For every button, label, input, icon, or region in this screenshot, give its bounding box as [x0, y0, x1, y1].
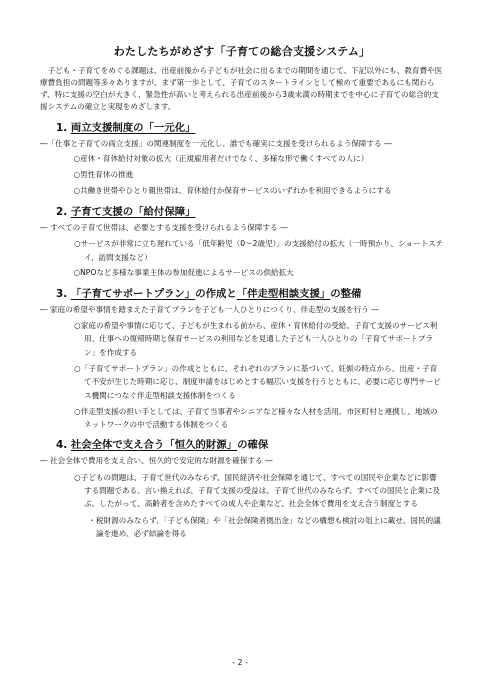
section-heading — [56, 205, 444, 219]
section-subtitle: ―「仕事と子育ての両立支援」の関連制度を一元化し、誰でも確実に支援を受けられるよう保障する ― — [40, 138, 392, 148]
section-heading — [56, 287, 444, 301]
section-subtitle: ― 家庭の希望や事情を踏まえた子育てプランを子ども一人ひとりにつくり、伴走型の支援を行う ― — [40, 304, 379, 314]
intro-paragraph: 子ども・子育てをめぐる課題は、出産前後から子どもが社会に出るまでの期間を通じて、下記以外にも、教育費や医療費負担の問題等多々ありますが、まず第一歩として、子育てのスタートラインとして極めて重要であるにも関わらず、特に支援の空白が大きく、緊急性が高いと考えられる出産前後から3歳未満の時期までを中心に子育ての総合的支援システムの確立と実現をめざします。 — [40, 65, 443, 112]
section-heading-text: の整備 — [330, 287, 362, 300]
section-2 — [40, 205, 444, 280]
page-number: - 2 - — [232, 658, 248, 667]
list-item: ○男性育休の推進 — [73, 170, 134, 180]
section-heading-text: の作成と — [195, 287, 237, 300]
section-subtitle: ― すべての子育て世帯は、必要とする支援を受けられるよう保障する ― — [40, 222, 288, 232]
section-1 — [40, 121, 444, 198]
section-4 — [40, 438, 444, 540]
section-heading-underlined: 社会全体で支え合う「恒久的財源」 — [70, 439, 238, 452]
list-item: ○NPOなど多様な事業主体の参加促進によるサービスの供給拡大 — [73, 267, 294, 277]
section-number: 3. — [56, 287, 68, 300]
list-item: ○共働き世帯やひとり親世帯は、育休給付か保育サービスのいずれかを利用できるようにする — [73, 185, 392, 195]
page-title: わたしたちがめざす「子育ての総合支援システム」 — [113, 45, 371, 58]
section-heading-underlined: 子育て支援の「給付保障」 — [70, 205, 196, 218]
section-3 — [40, 287, 444, 432]
list-item: ○家庭の希望や事情に応じて、子どもが生まれる前から、産休・育休給付の受給、子育て支援のサービス利用、仕事への復帰時期と保育サービスの利用などを見通した子ども一人ひとりの「子育てサポートプラン」を作成する — [74, 321, 438, 357]
section-heading-text: の確保 — [237, 439, 269, 452]
list-item: ○子どもの問題は、子育て世代のみならず、国民経済や社会保障を通じて、すべての国民や企業などに影響する問題である。言い換えれば、子育て支援の受益は、子育て世代のみならず、すべての国民と企業に及ぶ。したがって、高齢者を含めたすべての成人や企業など、社会全体で費用を支え合う制度とする — [74, 472, 441, 509]
section-heading-underlined: 「伴走型相談支援」 — [236, 287, 331, 300]
section-number: 4. — [56, 439, 68, 452]
section-heading — [56, 121, 444, 135]
sub-bullet: ・税財源のみならず、「子ども保険」や「社会保険者拠出金」などの構想も検討の俎上に載せ、国民的議論を進め、必ず結論を得る — [88, 515, 441, 538]
section-heading — [56, 438, 444, 452]
section-number: 2. — [56, 205, 68, 218]
section-heading-underlined: 「子育てサポートプラン」 — [70, 287, 196, 300]
section-number: 1. — [56, 121, 68, 134]
list-item: ○サービスが非常に立ち遅れている「低年齢児（0～2歳児）」の支援給付の拡大（一時預かり、ショートステイ、訪問支援など） — [74, 239, 444, 262]
list-item: ○「子育てサポートプラン」の作成とともに、それぞれのプランに基づいて、妊娠の時点から、出産・子育て不安が生じた時期に応じ、制度申請をはじめとする幅広い支援を行うとともに、必要に応じ専門サービス機関につなぐ伴走型相談支援体制をつくる — [74, 364, 441, 400]
section-subtitle: ― 社会全体で費用を支え合い、恒久的で安定的な財源を確保する ― — [40, 456, 273, 466]
list-item: ○産休・育休給付対象の拡大（正規雇用者だけでなく、多様な形で働くすべての人に） — [73, 154, 369, 164]
section-heading-underlined: 両立支援制度の「一元化」 — [70, 121, 196, 134]
list-item: ○伴走型支援の担い手としては、子育て当事者やシニアなど様々な人材を活用。市区町村と連携し、地域のネットワークの中で活動する体制をつくる — [74, 406, 438, 430]
